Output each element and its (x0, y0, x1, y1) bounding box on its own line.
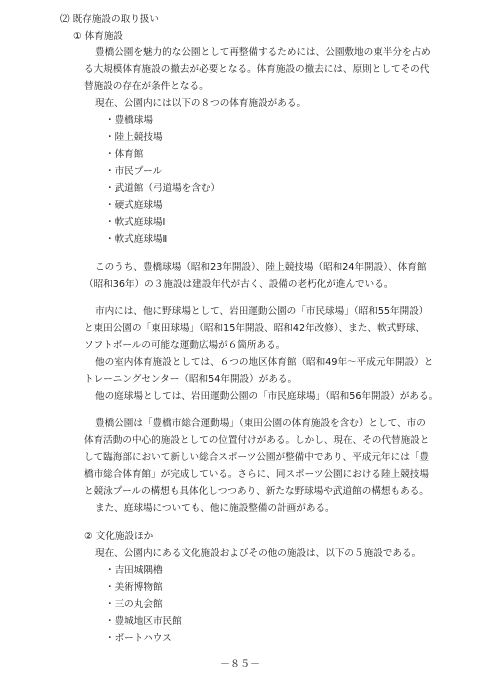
list-item: ・吉田城隅櫓 (105, 565, 163, 576)
culture-paragraph-1: 現在、公園内にある文化施設およびその他の施設は、以下の５施設である。 (95, 548, 422, 559)
list-item: ・豊城地区市民館 (105, 616, 182, 627)
list-item: ・美術博物館 (105, 582, 163, 593)
list-item: ・軟式庭球場Ⅰ (105, 217, 166, 228)
list-item: ・体育館 (105, 149, 144, 160)
list-item: ・ボートハウス (105, 633, 172, 644)
sports-paragraph-8: また、庭球場についても、他に施設整備の計画がある。 (95, 503, 335, 514)
list-item: ・三の丸会館 (105, 599, 163, 610)
culture-subheading: ② 文化施設ほか (84, 531, 154, 542)
list-item: ・武道館（弓道場を含む） (105, 183, 221, 194)
list-item: ・市民プール (105, 166, 163, 177)
list-item: ・軟式庭球場Ⅱ (105, 234, 168, 245)
section-heading: ⑵ 既存施設の取り扱い (60, 14, 159, 25)
list-item: ・硬式庭球場 (105, 200, 163, 211)
sports-subheading: ① 体育施設 (73, 31, 124, 42)
list-item: ・陸上競技場 (105, 132, 163, 143)
list-item: ・豊橋球場 (105, 115, 153, 126)
sports-paragraph-2: 現在、公園内には以下の８つの体育施設がある。 (95, 98, 307, 109)
page-number: －８５－ (220, 659, 260, 670)
sports-paragraph-6: 他の庭球場としては、岩田運動公園の「市民庭球場」（昭和56年開設）がある。 (95, 391, 439, 402)
